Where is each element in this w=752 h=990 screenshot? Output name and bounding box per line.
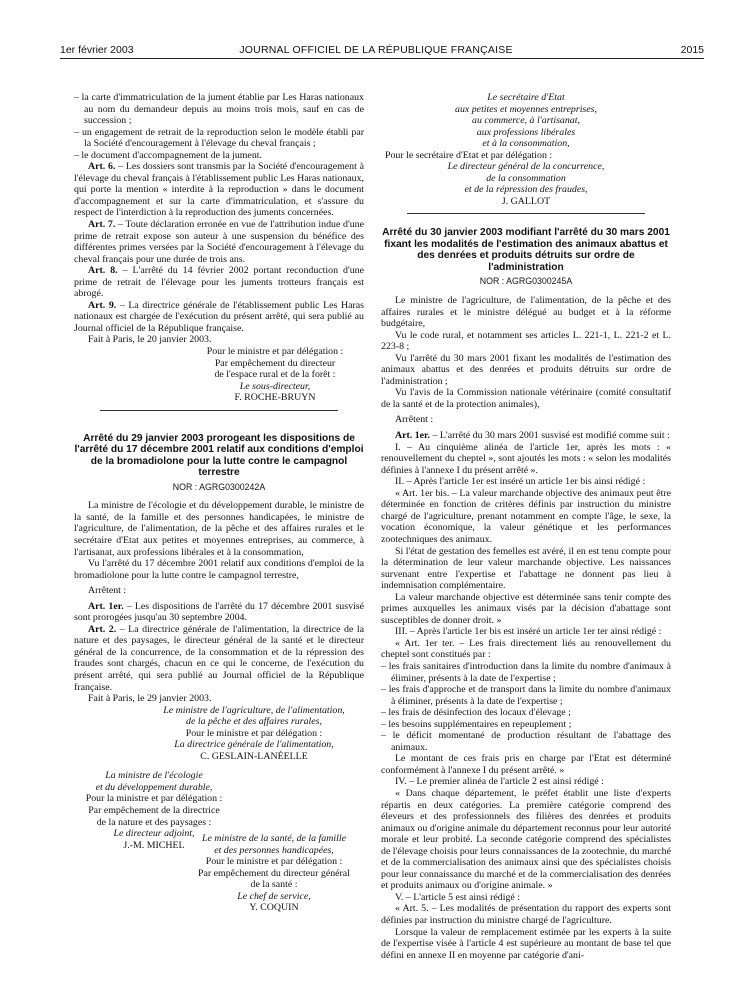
header-journal-title: JOURNAL OFFICIEL DE LA RÉPUBLIQUE FRANÇAISE	[239, 44, 513, 56]
signature-line: Le ministre de l'agriculture, de l'alimentation,	[163, 704, 345, 716]
arrete-title: Arrêté du 30 janvier 2003 modifiant l'arrêté du 30 mars 2001 fixant les modalités de l'estimation des animaux abattus et des denrées et produits détruits sur ordre de l'administration	[382, 227, 670, 273]
visa: Vu le code rural, et notamment ses articles L. 221-1, L. 221-2 et L. 223-8 ;	[381, 329, 671, 353]
signature-line: et à la consommation,	[482, 138, 570, 150]
list-item: – les frais d'approche et de transport dans la limite du nombre d'animaux à éliminer, présents à la date de l'expertise ;	[381, 684, 671, 707]
signature-name: J.-M. MICHEL	[123, 839, 185, 851]
list-item: – les besoins supplémentaires en repeuplement ;	[381, 718, 572, 730]
paragraph: I. – Au cinquième alinéa de l'article 1er, après les mots : « renouvellement du cheptel », sont ajoutés les mots : « selon les modalités définies à l'annexe I du présent arrêté ».	[381, 441, 671, 476]
paragraph: « Art. 5. – Les modalités de présentation du rapport des experts sont définies par instruction du ministre chargé de l'agriculture.	[381, 903, 671, 926]
preamble: Le ministre de l'agriculture, de l'alimentation, de la pêche et des affaires rurales et le ministre délégué au budget et à la réforme budgétaire,	[381, 295, 671, 330]
signature-line: aux professions libérales	[476, 126, 576, 138]
fait-a-paris: Fait à Paris, le 29 janvier 2003.	[88, 693, 212, 705]
paragraph: Lorsque la valeur de remplacement estimée par les experts à la suite de l'expertise visée à l'article 4 est supérieure au montant de base tel que défini en annexe II en moyenne par catégorie d'ani-	[381, 926, 671, 961]
header-rule	[60, 58, 704, 59]
arretent: Arrêtent :	[395, 414, 434, 426]
article-text: – La directrice générale de l'établissement public Les Haras nationaux est chargée de l'exécution du présent arrêté, qui sera publié au Journal officiel de la République française.	[74, 299, 364, 334]
signature-block	[184, 833, 364, 914]
article-text: – La directrice générale de l'alimentation, la directrice de la nature et des paysages, le directeur général de la santé et le directeur général de la concurrence, de la consommation et de la répression des fraudes sont chargés, chacun en ce qui le concerne, de l'exécution du présent arrêté, qui sera publié au Journal officiel de la République française.	[74, 623, 364, 693]
signature-line: Pour le ministre et par délégation :	[185, 727, 323, 739]
signature-line: de la nature et des paysages :	[96, 816, 212, 828]
arretent: Arrêtent :	[88, 585, 127, 597]
signature-line: de la santé :	[250, 879, 298, 891]
article-text: – Les dossiers sont transmis par la Société d'encouragement à l'élevage du cheval français à l'établissement public Les Haras nationaux, qui porte la mention « interdite à la reproduction » dans le document d'accompagnement et sur la carte d'immatriculation, et s'assure du respect de l'interdiction à la reproduction des juments concernées.	[74, 161, 364, 219]
signature-name: F. ROCHE-BRUYN	[234, 392, 316, 404]
signature-line: Le ministre de la santé, de la famille	[202, 833, 346, 845]
signature-line: Pour le ministre et par délégation :	[205, 856, 343, 868]
article-label: Art. 1er.	[88, 600, 124, 612]
paragraph: II. – Après l'article 1er est inséré un article 1er bis ainsi rédigé :	[395, 476, 646, 488]
signature-role: Le sous-directeur,	[239, 380, 311, 392]
signature-line: La directrice générale de l'alimentation,	[174, 739, 334, 751]
preamble: La ministre de l'écologie et du développement durable, le ministre de la santé, de la famille et des personnes handicapées, le ministre de l'agriculture, de l'alimentation, de la pêche et des affaires rurales et le secrétaire d'Etat aux petites et moyennes entreprises, au commerce, à l'artisanat, aux professions libérales et à la consommation,	[74, 500, 364, 558]
article-text: – L'arrêté du 14 février 2002 portant reconduction d'une prime de retrait de l'élevage pour les juments trotteurs français est abrogé.	[74, 265, 364, 300]
arrete-title: Arrêté du 29 janvier 2003 prorogeant les dispositions de l'arrêté du 17 décembre 2001 relatif aux conditions d'emploi de la bromadiolone pour la lutte contre le campagnol terrestre	[74, 432, 364, 479]
nor-reference: NOR : AGRG0300245A	[479, 276, 573, 287]
list-item: – la carte d'immatriculation de la jument établie par Les Haras nationaux au nom du demandeur depuis au moins trois mois, sauf en cas de succession ;	[74, 92, 364, 127]
paragraph: III. – Après l'article 1er bis est inséré un article 1er ter ainsi rédigé :	[395, 626, 662, 638]
paragraph: Le montant de ces frais pris en charge par l'Etat est déterminé conformément à l'annexe I du présent arrêté. »	[381, 753, 671, 776]
signature-line: et des personnes handicapées,	[214, 844, 334, 856]
list-item: – les frais de désinfection des locaux d'élevage ;	[381, 707, 571, 719]
paragraph: Si l'état de gestation des femelles est avéré, il en est tenu compte pour la détermination de leur valeur marchande objective. Les naissances survenant entre l'expertise et l'abattage ne donnent pas lieu à indemnisation complémentaire.	[381, 545, 671, 592]
header-date: 1er février 2003	[60, 44, 134, 56]
signature-line: Par empêchement du directeur général	[198, 867, 350, 879]
signature-line: Par empêchement de la directrice	[88, 804, 220, 816]
list-item: – le document d'accompagnement de la jument.	[74, 149, 262, 161]
article-6	[74, 161, 364, 219]
signature-line: Pour la ministre et par délégation :	[85, 793, 223, 805]
signature-name: C. GESLAIN-LANÉELLE	[200, 750, 308, 762]
signature-line: de la pêche et des affaires rurales,	[186, 716, 322, 728]
list-item: – les frais sanitaires d'introduction dans la limite du nombre d'animaux à éliminer, présents à la date de l'expertise ;	[381, 660, 671, 684]
signature-line: Le chef de service,	[237, 890, 311, 902]
article-text: – Toute déclaration erronée en vue de l'attribution indue d'une prime de retrait expose son auteur à une suspension du bénéfice des différentes primes versées par la Société d'encouragement à l'élevage du cheval français pour une durée de trois ans.	[74, 219, 364, 265]
signature-line: Le directeur général de la concurrence,	[447, 161, 605, 173]
right-column	[381, 92, 671, 961]
article-9	[74, 300, 364, 335]
paragraph: La valeur marchande objective est déterminée sans tenir compte des primes auxquelles les animaux visés par la décision d'abattage sont susceptibles de donner droit. »	[381, 591, 671, 626]
separator-rule	[407, 213, 645, 214]
article-label: Art. 7.	[88, 219, 116, 231]
signature-block	[144, 705, 364, 763]
article-8	[74, 265, 364, 300]
paragraph: « Art. 1er bis. – La valeur marchande objective des animaux peut être déterminée en fonction de critères définis par instruction du ministre chargé de l'agriculture, prenant notamment en compte l'âge, le sexe, la vocation économique, la valeur génétique et les performances zootechniques des animaux.	[381, 487, 671, 545]
signature-block	[74, 346, 364, 404]
signature-line: Pour le secrétaire d'Etat et par délégation :	[385, 149, 553, 161]
article-label: Art. 8.	[88, 265, 118, 277]
article-1	[74, 601, 364, 624]
signature-line: au commerce, à l'artisanat,	[472, 115, 580, 127]
signature-line: Pour le ministre et par délégation :	[206, 346, 344, 358]
separator-rule	[100, 410, 338, 411]
header-page-number: 2015	[680, 44, 704, 56]
fait-a-paris: Fait à Paris, le 20 janvier 2003.	[88, 334, 212, 346]
signature-line: Le secrétaire d'Etat	[487, 92, 565, 103]
list-item: – un engagement de retrait de la reproduction selon le modèle établi par la Société d'encouragement à l'élevage du cheval français ;	[74, 126, 364, 150]
article-2	[74, 624, 364, 693]
paragraph: « Art. 1er ter. – Les frais directement liés au renouvellement du cheptel sont constitués par :	[381, 637, 671, 661]
article-label: Art. 1er.	[395, 430, 431, 442]
signature-line: Par empêchement du directeur	[214, 357, 336, 369]
article-label: Art. 2.	[88, 623, 117, 635]
visa: Vu l'arrêté du 30 mars 2001 fixant les modalités de l'estimation des animaux abattus et des denrées et produits détruits sur ordre de l'administration ;	[381, 352, 671, 387]
visa: Vu l'avis de la Commission nationale vétérinaire (comité consultatif de la santé et de la protection animales),	[381, 387, 671, 410]
paragraph: « Dans chaque département, le préfet établit une liste d'experts répartis en deux catégories. La première catégorie comprend des éleveurs et des professionnels des filières des denrées et produits animaux ou d'origine animale du département reconnus pour leur autorité morale et leur probité. La seconde catégorie comprend des spécialistes de l'élevage choisis pour leurs connaissances de la zootechnie, du marché et de la commercialisation des animaux ainsi que des spécialistes choisis pour leur connaissance du marché et de la commercialisation des denrées et produits animaux ou d'origine animale. »	[381, 787, 671, 892]
signature-line: et du développement durable,	[95, 781, 213, 793]
left-column	[74, 92, 364, 914]
signature-line: La ministre de l'écologie	[105, 770, 203, 782]
signature-line: de l'espace rural et de la forêt :	[214, 369, 336, 381]
signature-name: Y. COQUIN	[249, 902, 299, 914]
visa: Vu l'arrêté du 17 décembre 2001 relatif aux conditions d'emploi de la bromadiolone pour la lutte contre le campagnol terrestre,	[74, 558, 364, 581]
signature-line: aux petites et moyennes entreprises,	[455, 103, 597, 115]
signature-line: Le directeur adjoint,	[113, 828, 195, 840]
article-7	[74, 219, 364, 265]
paragraph: IV. – Le premier alinéa de l'article 2 est ainsi rédigé :	[395, 776, 604, 788]
article-label: Art. 6.	[88, 161, 116, 173]
article-text: – Les dispositions de l'arrêté du 17 décembre 2001 susvisé sont prorogées jusqu'au 30 septembre 2004.	[74, 600, 364, 624]
signature-line: de la consommation	[486, 172, 566, 184]
signature-name: J. GALLOT	[501, 195, 551, 207]
nor-reference: NOR : AGRG0300242A	[172, 481, 266, 492]
list-item: – le déficit momentané de production résultant de l'abattage des animaux.	[381, 730, 671, 753]
article-label: Art. 9.	[88, 299, 117, 311]
article-1	[381, 430, 671, 442]
article-text: – L'arrêté du 30 mars 2001 susvisé est modifié comme suit :	[430, 430, 670, 442]
signature-block	[381, 92, 671, 207]
signature-line: et de la répression des fraudes,	[464, 184, 588, 196]
paragraph: V. – L'article 5 est ainsi rédigé :	[395, 891, 520, 903]
